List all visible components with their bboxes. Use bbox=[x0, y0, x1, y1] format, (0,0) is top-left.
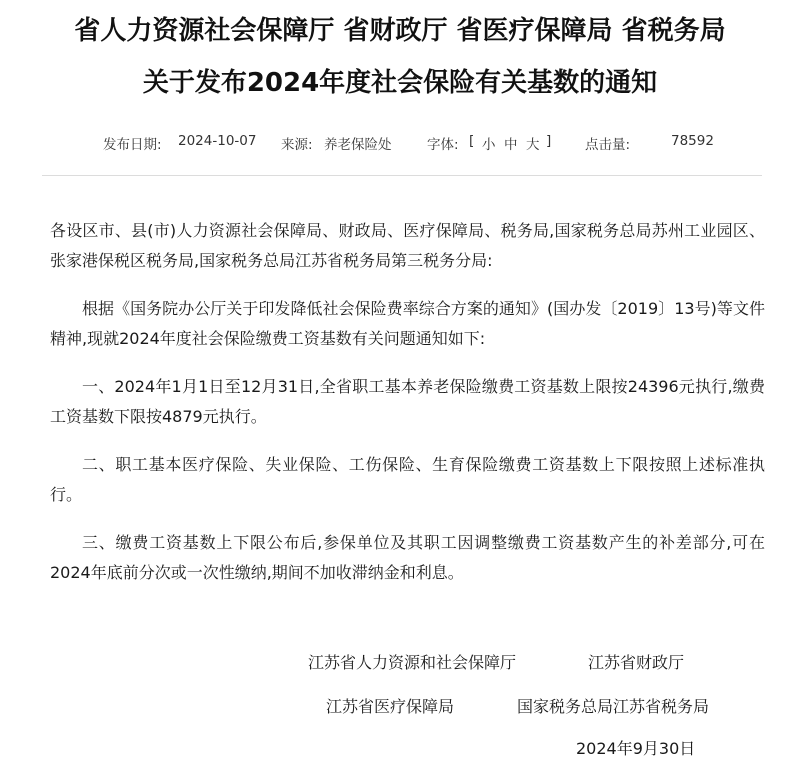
view-count-value: 78592 bbox=[671, 133, 714, 149]
publish-date-label: 发布日期: bbox=[103, 137, 162, 153]
signature-date: 2024年9月30日 bbox=[576, 739, 696, 758]
article-meta bbox=[0, 133, 800, 153]
font-size-bracket-open: [ bbox=[469, 133, 475, 149]
publish-date-value: 2024-10-07 bbox=[178, 133, 257, 149]
item-2-paragraph: 二、职工基本医疗保险、失业保险、工伤保险、生育保险缴费工资基数上下限按照上述标准执行。 bbox=[50, 455, 765, 504]
font-size-medium-button[interactable]: 中 bbox=[504, 137, 518, 153]
item-1-paragraph: 一、2024年1月1日至12月31日,全省职工基本养老保险缴费工资基数上限按24396元执行,缴费工资基数下限按4879元执行。 bbox=[50, 377, 765, 426]
signature-org-finance: 江苏省财政厅 bbox=[588, 653, 685, 672]
font-size-small-button[interactable]: 小 bbox=[482, 137, 496, 153]
source-value: 养老保险处 bbox=[324, 137, 392, 153]
font-size-label: 字体: bbox=[427, 137, 459, 153]
font-size-bracket-close: ] bbox=[546, 133, 552, 149]
signature-org-hrss: 江苏省人力资源和社会保障厅 bbox=[308, 653, 517, 672]
item-3-paragraph: 三、缴费工资基数上下限公布后,参保单位及其职工因调整缴费工资基数产生的补差部分,可在2024年底前分次或一次性缴纳,期间不加收滞纳金和利息。 bbox=[50, 533, 765, 582]
intro-paragraph: 根据《国务院办公厅关于印发降低社会保险费率综合方案的通知》(国办发〔2019〕13号)等文件精神,现就2024年度社会保险缴费工资基数有关问题通知如下: bbox=[50, 299, 765, 348]
signature-org-tax: 国家税务总局江苏省税务局 bbox=[517, 697, 710, 716]
font-size-large-button[interactable]: 大 bbox=[526, 137, 540, 153]
view-count-label: 点击量: bbox=[585, 137, 631, 153]
salutation-paragraph: 各设区市、县(市)人力资源社会保障局、财政局、医疗保障局、税务局,国家税务总局苏州工业园区、张家港保税区税务局,国家税务总局江苏省税务局第三税务分局: bbox=[50, 221, 765, 270]
signature-org-healthcare: 江苏省医疗保障局 bbox=[326, 697, 455, 716]
header-divider bbox=[42, 175, 762, 176]
source-label: 来源: bbox=[281, 137, 313, 153]
page-title-line-2: 关于发布2024年度社会保险有关基数的通知 bbox=[142, 68, 658, 98]
page-title-line-1: 省人力资源社会保障厅 省财政厅 省医疗保障局 省税务局 bbox=[74, 16, 726, 46]
